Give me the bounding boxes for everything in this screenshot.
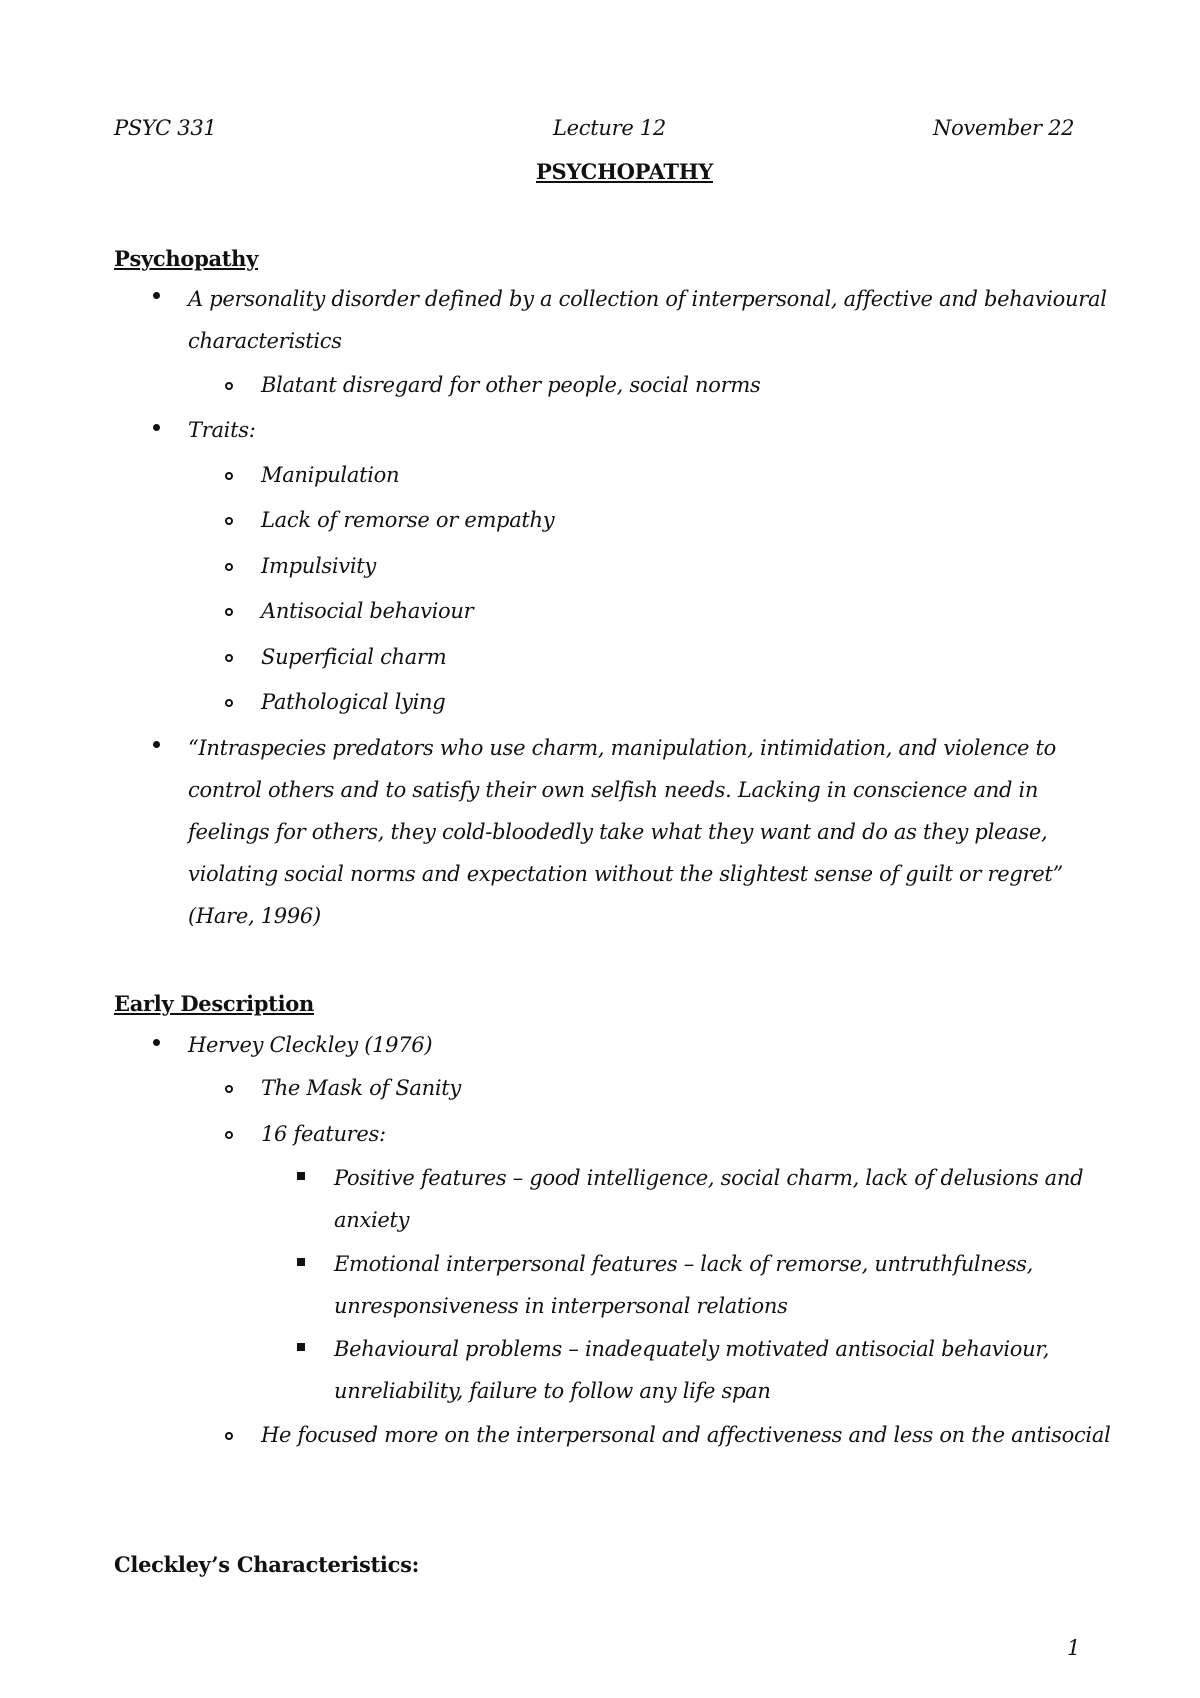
bullet-icon	[153, 1039, 160, 1046]
feature-group-line: Emotional interpersonal features – lack of remorse, untruthfulness,	[334, 1252, 1034, 1276]
hollow-bullet-icon	[225, 654, 233, 662]
definition-line-1: A personality disorder defined by a collection of interpersonal, affective and behavioural	[188, 287, 1107, 311]
hollow-bullet-icon	[225, 1085, 233, 1093]
definition-sub-item: Blatant disregard for other people, social norms	[261, 373, 761, 397]
section-heading-psychopathy: Psychopathy	[114, 246, 259, 271]
traits-label: Traits:	[188, 418, 256, 442]
hollow-bullet-icon	[225, 1131, 233, 1139]
trait-item: Pathological lying	[261, 690, 446, 714]
section-heading-cleckley-characteristics: Cleckley’s Characteristics:	[114, 1552, 420, 1577]
header-course: PSYC 331	[114, 116, 217, 140]
square-bullet-icon	[297, 1172, 305, 1180]
bullet-icon	[153, 741, 160, 748]
hollow-bullet-icon	[225, 1432, 233, 1440]
document-title: PSYCHOPATHY	[536, 159, 713, 184]
trait-item: Manipulation	[261, 463, 400, 487]
feature-group-line: unreliability, failure to follow any life span	[334, 1379, 771, 1403]
bullet-icon	[153, 424, 160, 431]
trait-item: Superficial charm	[261, 645, 447, 669]
feature-group-line: Positive features – good intelligence, social charm, lack of delusions and	[334, 1166, 1084, 1190]
quote-citation: (Hare, 1996)	[188, 904, 321, 928]
header-lecture: Lecture 12	[553, 116, 666, 140]
hollow-bullet-icon	[225, 472, 233, 480]
square-bullet-icon	[297, 1343, 305, 1351]
hollow-bullet-icon	[225, 382, 233, 390]
feature-group-line: anxiety	[334, 1208, 410, 1232]
hollow-bullet-icon	[225, 699, 233, 707]
book-item: The Mask of Sanity	[261, 1076, 461, 1100]
trait-item: Antisocial behaviour	[261, 599, 474, 623]
square-bullet-icon	[297, 1258, 305, 1266]
quote-line: control others and to satisfy their own selfish needs. Lacking in conscience and in	[188, 778, 1039, 802]
hollow-bullet-icon	[225, 608, 233, 616]
hollow-bullet-icon	[225, 563, 233, 571]
page-number: 1	[1067, 1636, 1081, 1660]
trait-item: Impulsivity	[261, 554, 376, 578]
feature-group-line: unresponsiveness in interpersonal relations	[334, 1294, 788, 1318]
bullet-icon	[153, 292, 160, 299]
focus-note: He focused more on the interpersonal and affectiveness and less on the antisocial	[261, 1423, 1111, 1447]
author-item: Hervey Cleckley (1976)	[188, 1033, 433, 1057]
quote-line: “Intraspecies predators who use charm, manipulation, intimidation, and violence to	[188, 736, 1056, 760]
trait-item: Lack of remorse or empathy	[261, 508, 555, 532]
feature-group-line: Behavioural problems – inadequately motivated antisocial behaviour,	[334, 1337, 1050, 1361]
hollow-bullet-icon	[225, 517, 233, 525]
quote-line: violating social norms and expectation without the slightest sense of guilt or regret”	[188, 862, 1063, 886]
section-heading-early-description: Early Description	[114, 991, 314, 1016]
quote-line: feelings for others, they cold-bloodedly take what they want and do as they please,	[188, 820, 1048, 844]
features-label: 16 features:	[261, 1122, 386, 1146]
definition-line-2: characteristics	[188, 329, 342, 353]
header-date: November 22	[933, 116, 1075, 140]
